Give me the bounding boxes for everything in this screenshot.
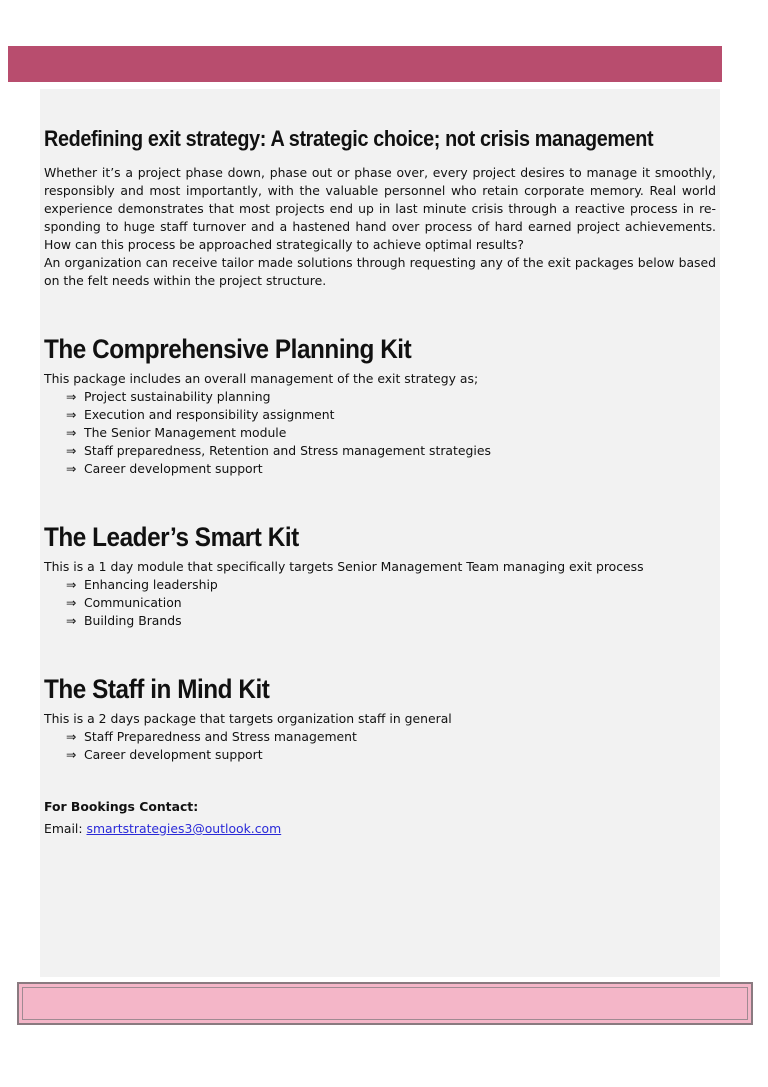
kit-description: This is a 1 day module that specifically targets Senior Management Team managing exit process <box>44 559 644 574</box>
header-band <box>8 46 722 82</box>
arrow-icon: ⇒ <box>66 443 77 458</box>
contact-section <box>44 798 716 838</box>
contact-heading: For Bookings Contact: <box>44 799 199 814</box>
arrow-icon: ⇒ <box>66 613 77 628</box>
email-label: Email: <box>44 821 87 836</box>
list-item: ⇒ Career development support <box>66 461 263 476</box>
kit-list <box>66 728 716 764</box>
list-item: ⇒ Execution and responsibility assignment <box>66 407 335 422</box>
arrow-icon: ⇒ <box>66 729 77 744</box>
intro-text <box>44 164 716 290</box>
list-item: ⇒ Project sustainability planning <box>66 389 271 404</box>
list-item: ⇒ Staff preparedness, Retention and Stress management strategies <box>66 443 491 458</box>
list-item: ⇒ Enhancing leadership <box>66 577 218 592</box>
contact-email-line <box>44 820 716 838</box>
arrow-icon: ⇒ <box>66 595 77 610</box>
list-item: ⇒ Staff Preparedness and Stress management <box>66 729 357 744</box>
arrow-icon: ⇒ <box>66 577 77 592</box>
arrow-icon: ⇒ <box>66 747 77 762</box>
intro-paragraph: An organization can receive tailor made solutions through requesting any of the exit packages below based on the felt needs within the project structure. <box>44 255 716 288</box>
kit-section-staff <box>44 672 716 764</box>
list-item: ⇒ The Senior Management module <box>66 425 287 440</box>
kit-title: The Leader’s Smart Kit <box>44 522 299 552</box>
kit-description: This package includes an overall management of the exit strategy as; <box>44 371 479 386</box>
kit-title: The Comprehensive Planning Kit <box>44 334 412 364</box>
kit-section-comprehensive <box>44 332 716 478</box>
arrow-icon: ⇒ <box>66 461 77 476</box>
list-item: ⇒ Career development support <box>66 747 263 762</box>
email-link[interactable]: smartstrategies3@outlook.com <box>86 821 282 836</box>
kit-description: This is a 2 days package that targets organization staff in general <box>44 711 452 726</box>
kit-title: The Staff in Mind Kit <box>44 674 270 704</box>
document-content <box>44 124 716 838</box>
kit-list <box>66 576 716 630</box>
list-item: ⇒ Communication <box>66 595 182 610</box>
page-title: Redefining exit strategy: A strategic choice; not crisis management <box>44 126 654 151</box>
intro-paragraph: Whether it’s a project phase down, phase out or phase over, every project desires to manage it smoothly, responsibly and most importantly, with the valuable personnel who retain corporate memory. Real world experience demonstrates that most projects end up in last minute crisis through a reactive process in re-sponding to huge staff turnover and a hastened hand over process of hard earned project achievements. How can this process be approached strategically to achieve optimal results? <box>44 165 716 252</box>
arrow-icon: ⇒ <box>66 389 77 404</box>
kit-list <box>66 388 716 478</box>
arrow-icon: ⇒ <box>66 425 77 440</box>
kit-section-leaders <box>44 520 716 630</box>
list-item: ⇒ Building Brands <box>66 613 182 628</box>
arrow-icon: ⇒ <box>66 407 77 422</box>
footer-band <box>17 982 753 1025</box>
